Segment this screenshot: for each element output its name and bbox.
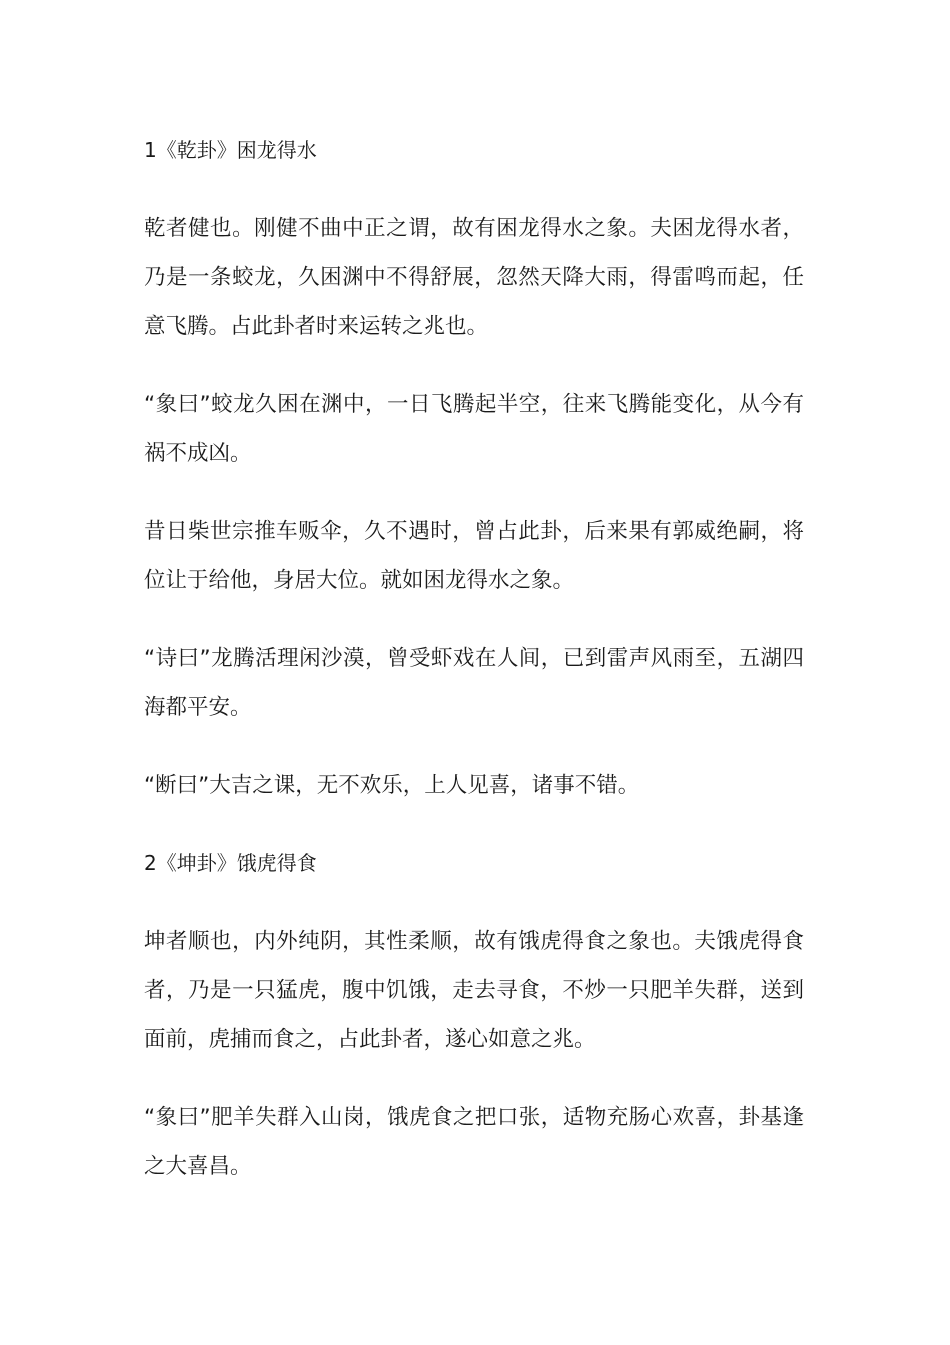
- paragraph: 坤者顺也，内外纯阴，其性柔顺，故有饿虎得食之象也。夫饿虎得食者，乃是一只猛虎，腹中饥饿，走去寻食，不炒一只肥羊失群，送到面前，虎捕而食之，占此卦者，遂心如意之兆。: [144, 929, 804, 1052]
- paragraph: “象曰”蛟龙久困在渊中，一日飞腾起半空，往来飞腾能变化，从今有祸不成凶。: [144, 392, 804, 466]
- paragraph: “断曰”大吉之课，无不欢乐，上人见喜，诸事不错。: [144, 773, 640, 798]
- section-kun: [144, 839, 804, 1191]
- paragraph: “诗曰”龙腾活理闲沙漠，曾受虾戏在人间，已到雷声风雨至，五湖四海都平安。: [144, 646, 804, 720]
- section-heading: 2《坤卦》饿虎得食: [144, 851, 317, 875]
- paragraph: 昔日柴世宗推车贩伞，久不遇时，曾占此卦，后来果有郭威绝嗣，将位让于给他，身居大位。就如困龙得水之象。: [144, 519, 804, 593]
- paragraph: 乾者健也。刚健不曲中正之谓，故有困龙得水之象。夫困龙得水者，乃是一条蛟龙，久困渊中不得舒展，忽然天降大雨，得雷鸣而起，任意飞腾。占此卦者时来运转之兆也。: [144, 216, 804, 339]
- section-heading: 1《乾卦》困龙得水: [144, 138, 317, 162]
- section-qian: [144, 126, 804, 810]
- document-page: [144, 126, 804, 1220]
- paragraph: “象曰”肥羊失群入山岗，饿虎食之把口张，适物充肠心欢喜，卦基逢之大喜昌。: [144, 1105, 804, 1179]
